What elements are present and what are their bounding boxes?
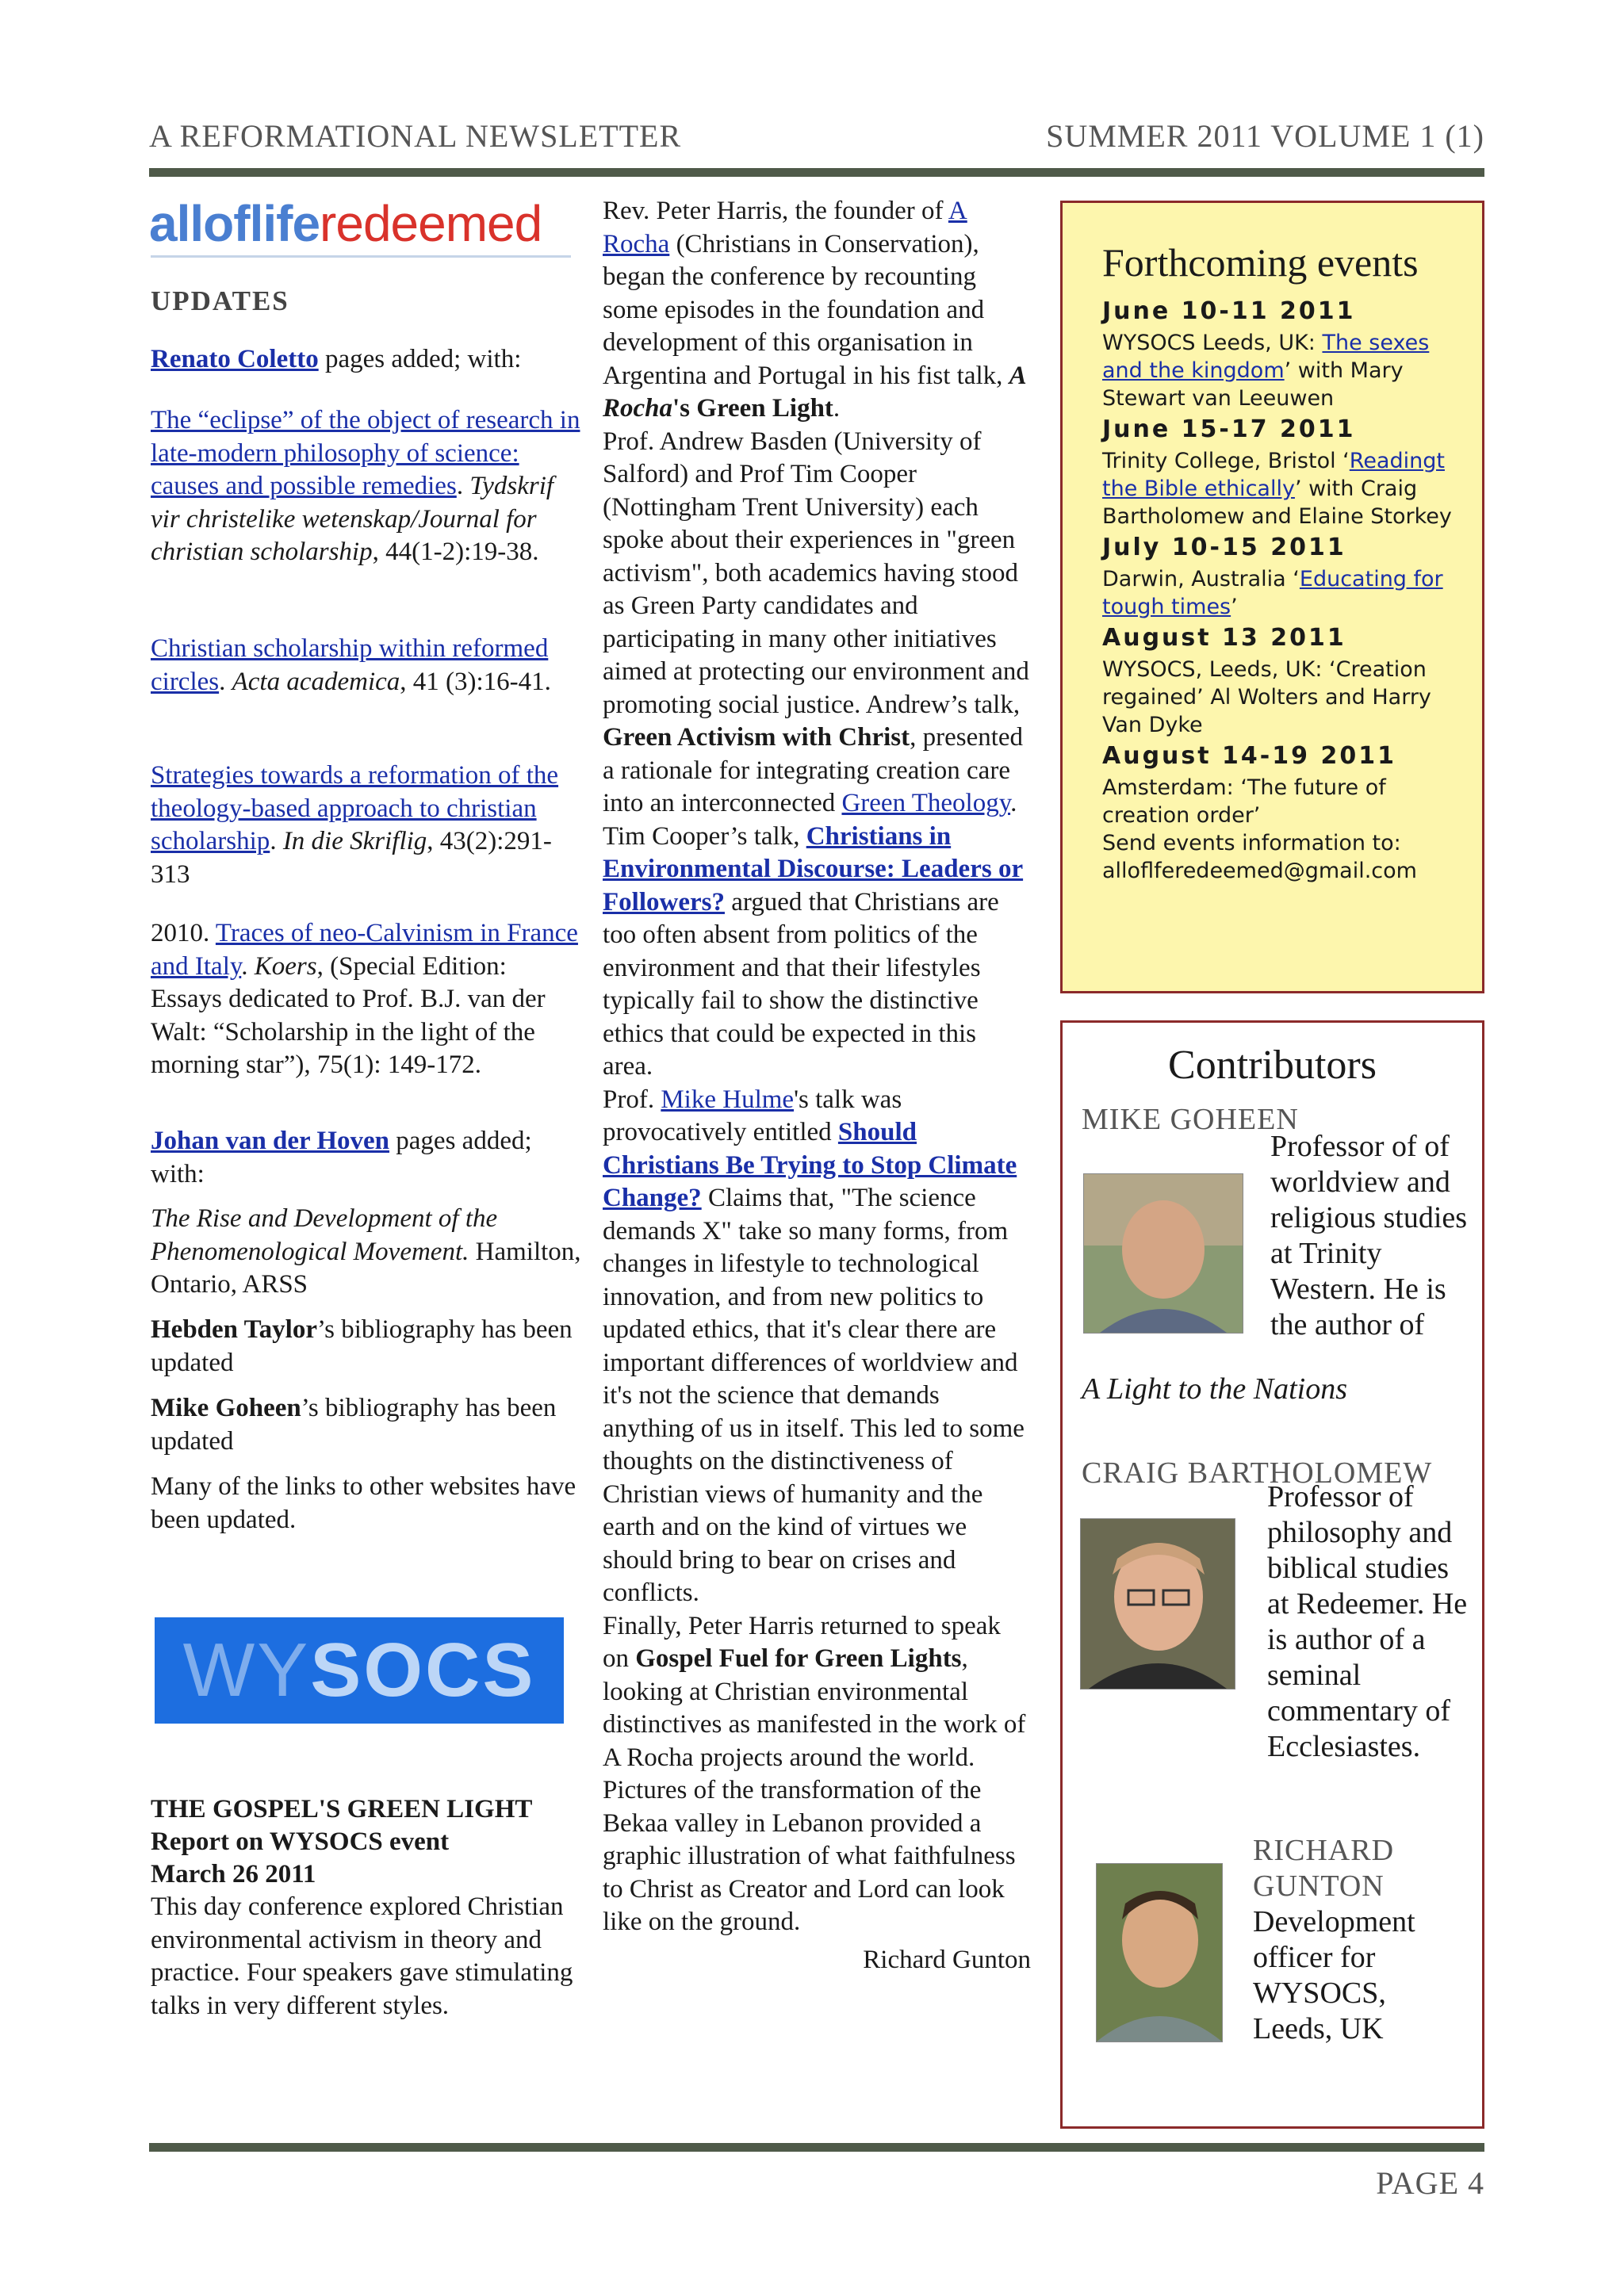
tough-times-link[interactable]: Educating for tough times: [1102, 567, 1443, 619]
update-taylor: Hebden Taylor’s bibliography has been updated: [151, 1315, 573, 1377]
report-title: THE GOSPEL'S GREEN LIGHT Report on WYSOCS event March 26 2011: [151, 1795, 533, 1888]
reformed-circles-link[interactable]: Christian scholarship within reformed circles: [151, 634, 549, 696]
update-hoven-book: The Rise and Development of the Phenomenological Movement. Hamilton, Ontario, ARSS: [151, 1204, 581, 1299]
events-contact: Send events information to: alloflferedeemed@gmail.com: [1102, 831, 1417, 883]
sexes-kingdom-link[interactable]: The sexes and the kingdom: [1102, 331, 1430, 383]
update-item-1: The “eclipse” of the object of research in late-modern philosophy of science: causes and possible remedies. Tydskrif vir christelike wetenskap/Journal for christian scholarship, 44(1-2):19-38.: [151, 406, 580, 566]
events-list: [1102, 294, 1475, 885]
coletto-link[interactable]: Renato Coletto: [151, 345, 319, 373]
events-title: Forthcoming events: [1102, 240, 1419, 285]
event-date: August 14-19 2011: [1102, 742, 1396, 770]
contributor-bio: Professor of of worldview and religious studies at Trinity Western. He is the author of: [1270, 1130, 1468, 1341]
logo-part-blue: alloflife: [149, 195, 320, 252]
logo-underline: [151, 255, 571, 258]
christians-discourse-link[interactable]: Christians in Environmental Discourse: Leaders or Followers?: [603, 821, 1024, 916]
contributor-name: RICHARD GUNTON: [1253, 1834, 1395, 1903]
update-item-2: Christian scholarship within reformed circles. Acta academica, 41 (3):16-41.: [151, 634, 551, 696]
event-detail: WYSOCS, Leeds, UK: ‘Creation regained’ Al Wolters and Harry Van Dyke: [1102, 657, 1431, 737]
logo-part-red: redeemed: [320, 195, 542, 252]
header-rule: [149, 168, 1484, 177]
contributor-bio: Professor of philosophy and biblical studies at Redeemer. He is author of a seminal commentary of Ecclesiastes.: [1267, 1480, 1468, 1763]
strategies-link[interactable]: Strategies towards a reformation of the theology-based approach to christian scholarship: [151, 761, 559, 855]
mike-hulme-link[interactable]: Mike Hulme: [661, 1085, 795, 1114]
events-box: [1060, 201, 1484, 993]
update-links-note: Many of the links to other websites have been updated.: [151, 1472, 576, 1534]
site-logo[interactable]: [149, 196, 542, 251]
article-para-3: Prof. Mike Hulme's talk was provocatively entitled Should Christians Be Trying to Stop Climate Change? Claims that, "The science demands X" take so many forms, from changes in lifestyle to technological innovation, and from new politics to updated ethics, that it's clear there are important differences of worldview and it's not the science that demands anything of us in itself. This led to some thoughts on the distinctiveness of Christian views of humanity and the earth and on the kind of virtues we should bring to bear on crises and conflicts.: [603, 1085, 1025, 1607]
update-item-3: Strategies towards a reformation of the theology-based approach to christian scholarship. In die Skriflig, 43(2):291-313: [151, 761, 559, 889]
event-detail: WYSOCS Leeds, UK: The sexes and the kingdom’ with Mary Stewart van Leeuwen: [1102, 331, 1430, 411]
a-rocha-link[interactable]: A Rocha: [603, 197, 967, 258]
update-coletto: Renato Coletto pages added; with:: [151, 345, 522, 373]
page-number: PAGE 4: [1376, 2165, 1484, 2201]
article-para-2: Prof. Andrew Basden (University of Salford) and Prof Tim Cooper (Nottingham Trent University) each spoke about their experiences in "green activism", both academics having stood as Green Party candidates and participating in many other initiatives aimed at protecting our environment and promoting social justice. Andrew’s talk, Green Activism with Christ, presented a rationale for integrating creation care into an interconnected Green Theology. Tim Cooper’s talk, Christians in Environmental Discourse: Leaders or Followers? argued that Christians are too often absent from politics of the environment and that their lifestyles typically fail to show the distinctive ethics that could be expected in this area.: [603, 427, 1029, 1081]
contributors-box: [1060, 1020, 1484, 2129]
update-item-4: 2010. Traces of neo-Calvinism in France and Italy. Koers, (Special Edition: Essays dedicated to Prof. B.J. van der Walt: “Scholarship in the light of the morning star”), 75(1): 149-172.: [151, 919, 578, 1079]
neo-calvinism-link[interactable]: Traces of neo-Calvinism in France and Italy: [151, 919, 578, 981]
issue-label: SUMMER 2011 VOLUME 1 (1): [1046, 118, 1484, 154]
event-date: July 10-15 2011: [1102, 534, 1346, 561]
contributor-name: MIKE GOHEEN: [1082, 1103, 1299, 1136]
updates-heading: UPDATES: [151, 285, 289, 316]
wysocs-logo[interactable]: WY SOCS: [155, 1617, 564, 1724]
contributor-name: CRAIG BARTHOLOMEW: [1082, 1456, 1433, 1490]
event-date: June 10-11 2011: [1102, 297, 1356, 325]
event-detail: Trinity College, Bristol ‘Readingt the Bible ethically’ with Craig Bartholomew and Elaine Storkey: [1102, 449, 1452, 529]
bible-ethically-link[interactable]: Readingt the Bible ethically: [1102, 449, 1445, 501]
article-para-4: Finally, Peter Harris returned to speak on Gospel Fuel for Green Lights, looking at Christian environmental distinctives as manifested in the work of A Rocha projects around the world. Pictures of the transformation of the Bekaa valley in Lebanon provided a graphic illustration of what faithfulness to Christ as Creator and Lord can look like on the ground.: [603, 1611, 1026, 1936]
footer-rule: [149, 2143, 1484, 2152]
gunton-photo: [1096, 1863, 1223, 2042]
goheen-photo: [1083, 1173, 1243, 1334]
event-date: August 13 2011: [1102, 624, 1346, 652]
newsletter-title: A REFORMATIONAL NEWSLETTER: [149, 118, 682, 154]
event-detail: Amsterdam: ‘The future of creation order’: [1102, 775, 1386, 828]
update-goheen: Mike Goheen’s bibliography has been updated: [151, 1394, 557, 1456]
bartholomew-photo: [1080, 1518, 1235, 1689]
event-detail: Darwin, Australia ‘Educating for tough times’: [1102, 567, 1443, 619]
article-body: [603, 195, 1031, 1976]
contributor-book: A Light to the Nations: [1082, 1372, 1348, 1406]
article-para-1: Rev. Peter Harris, the founder of A Rocha (Christians in Conservation), began the conference by recounting some episodes in the foundation and development of this organisation in Argentina and Portugal in his fist talk, A Rocha's Green Light.: [603, 197, 1025, 423]
article-signature: Richard Gunton: [863, 1945, 1031, 1974]
green-theology-link[interactable]: Green Theology: [841, 789, 1011, 817]
report-intro: This day conference explored Christian environmental activism in theory and practice. Four speakers gave stimulating talks in very different styles.: [151, 1892, 573, 2020]
climate-change-talk-link[interactable]: Should Christians Be Trying to Stop Climate Change?: [603, 1118, 1017, 1212]
update-hoven: Johan van der Hoven pages added; with:: [151, 1127, 532, 1188]
hoven-link[interactable]: Johan van der Hoven: [151, 1127, 390, 1155]
eclipse-article-link[interactable]: The “eclipse” of the object of research in late-modern philosophy of science: causes and possible remedies: [151, 406, 580, 500]
contributor-bio: Development officer for WYSOCS, Leeds, UK: [1253, 1905, 1415, 2045]
event-date: June 15-17 2011: [1102, 415, 1356, 443]
contributors-title: Contributors: [1168, 1043, 1377, 1088]
